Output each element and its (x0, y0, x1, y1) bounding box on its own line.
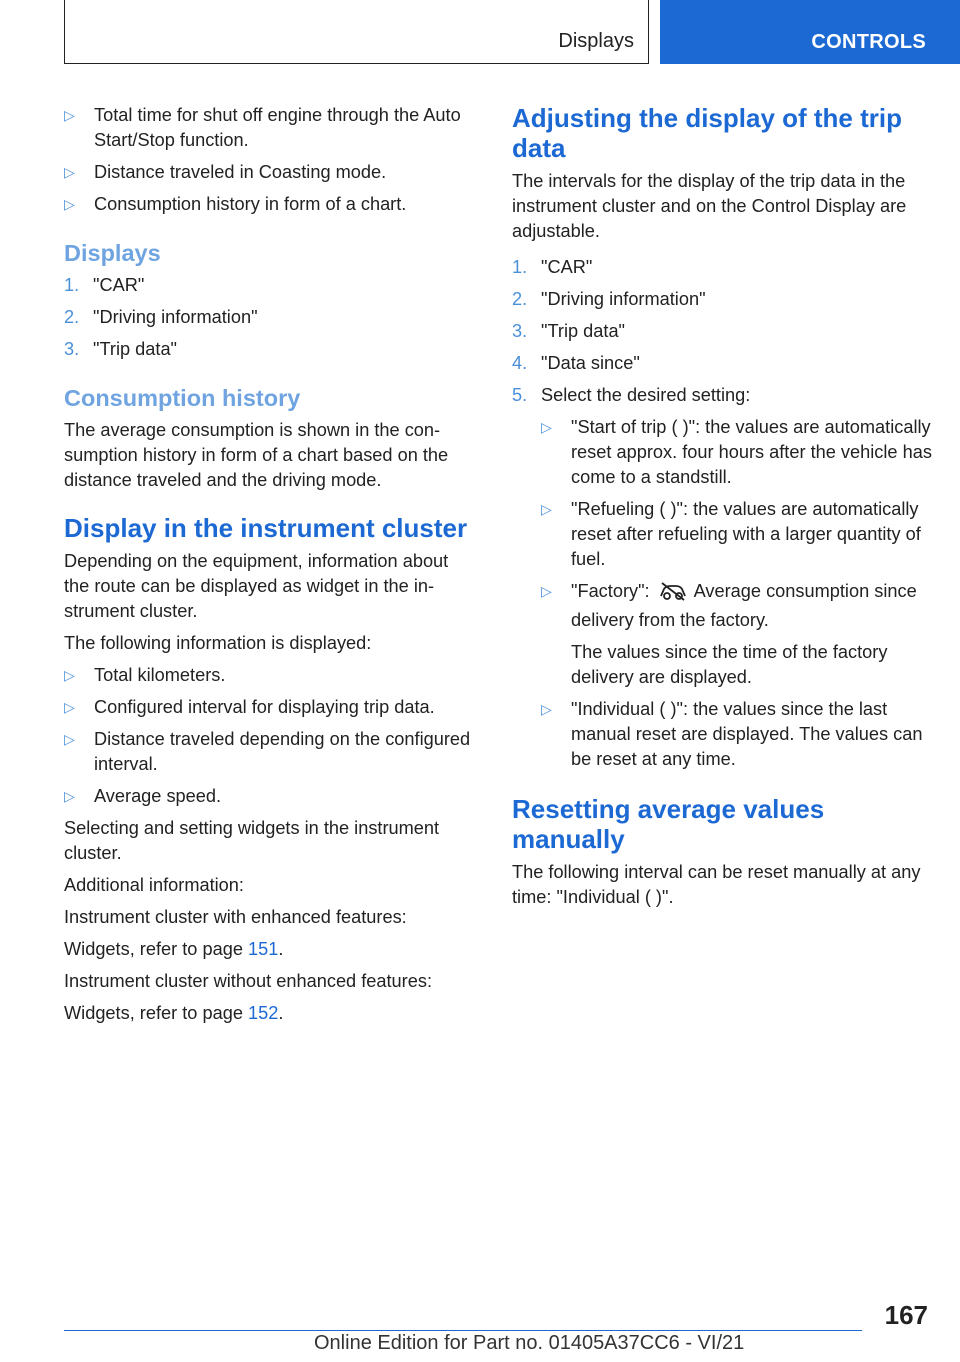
cluster-paragraph: Depending on the equipment, information about the route can be displayed as widget in the instrument cluster. (64, 551, 449, 621)
setting-option-start-of-trip: ▷ "Start of trip ( )": the values are automatically reset approx. four hours after the vehicle has come to a standstill. (541, 417, 932, 487)
consumption-history-heading: Consumption history (64, 385, 301, 411)
instrument-cluster-heading: Display in the instrument cluster (64, 513, 468, 543)
factory-note: The values since the time of the factory delivery are displayed. (571, 642, 888, 687)
following-paragraph: The following information is displayed: (64, 633, 372, 653)
list-item: ▷ Distance traveled depending on the configured interval. (64, 729, 471, 774)
consumption-paragraph: The average consumption is shown in the consumption history in form of a chart based on the distance traveled and the driving mode. (64, 420, 449, 490)
list-item: ▷ Total kilometers. (64, 663, 474, 688)
adjusting-paragraph: The intervals for the display of the trip data in the instrument cluster and on the Control Display are adjustable. (512, 171, 907, 241)
chapter-tab[interactable]: CONTROLS (660, 0, 960, 64)
triangle-bullet-icon: ▷ (64, 667, 75, 683)
setting-option-refueling: ▷ "Refueling ( )": the values are automatically reset after refueling with a larger quantity of fuel. (541, 499, 921, 569)
setting-option-individual: ▷ "Individual ( )": the values since the last manual reset are displayed. The values can be reset at any time. (541, 699, 923, 769)
list-item: ▷ Average speed. (64, 784, 474, 809)
enhanced-paragraph: Instrument cluster with enhanced features: (64, 907, 407, 927)
step-item: 4. "Data since" (512, 353, 640, 373)
widgets-reference: Widgets, refer to page 151. (64, 939, 284, 959)
page-number: 167 (884, 1300, 928, 1330)
displays-heading: Displays (64, 240, 161, 266)
left-column (64, 103, 474, 1033)
resetting-paragraph: The following interval can be reset manually at any time: "Individual ( )". (512, 862, 921, 907)
page-link-152[interactable]: 152 (248, 1003, 279, 1023)
step-item: 1. "CAR" (512, 257, 593, 277)
triangle-bullet-icon: ▷ (64, 164, 75, 180)
right-column (512, 103, 932, 917)
adjusting-heading: Adjusting the display of the trip data (512, 103, 902, 163)
factory-car-icon (658, 581, 688, 608)
triangle-bullet-icon: ▷ (64, 196, 75, 212)
triangle-bullet-icon: ▷ (64, 107, 75, 123)
triangle-bullet-icon: ▷ (541, 501, 552, 517)
triangle-bullet-icon: ▷ (64, 731, 75, 747)
section-title: Displays (558, 30, 634, 52)
triangle-bullet-icon: ▷ (541, 583, 552, 599)
step-item: 2. "Driving information" (512, 289, 706, 309)
without-paragraph: Instrument cluster without enhanced features: (64, 971, 432, 991)
step-item: 2. "Driving information" (64, 307, 258, 327)
setting-option-factory: ▷ "Factory": Average consumption since delivery from the factory. (541, 581, 917, 630)
triangle-bullet-icon: ▷ (541, 701, 552, 717)
list-item: ▷ Total time for shut off engine through the Auto Start/Stop function. (64, 105, 461, 150)
triangle-bullet-icon: ▷ (64, 788, 75, 804)
list-item: ▷ Configured interval for displaying trip data. (64, 695, 474, 720)
additional-paragraph: Additional information: (64, 875, 244, 895)
list-item: ▷ Distance traveled in Coasting mode. (64, 160, 474, 185)
step-item: 1. "CAR" (64, 275, 145, 295)
header-frame (64, 0, 649, 64)
selecting-paragraph: Selecting and setting widgets in the instrument cluster. (64, 818, 440, 863)
widgets-reference: Widgets, refer to page 152. (64, 1003, 284, 1023)
step-item: 5. Select the desired setting: (512, 385, 751, 405)
page-link-151[interactable]: 151 (248, 939, 279, 959)
edition-footer: Online Edition for Part no. 01405A37CC6 - VI/21 (314, 1332, 745, 1354)
footer-divider (64, 1330, 862, 1331)
step-item: 3. "Trip data" (64, 339, 178, 359)
list-item: ▷ Consumption history in form of a chart. (64, 192, 474, 217)
resetting-heading: Resetting average values manually (512, 794, 825, 854)
triangle-bullet-icon: ▷ (541, 419, 552, 435)
step-item: 3. "Trip data" (512, 321, 626, 341)
triangle-bullet-icon: ▷ (64, 699, 75, 715)
